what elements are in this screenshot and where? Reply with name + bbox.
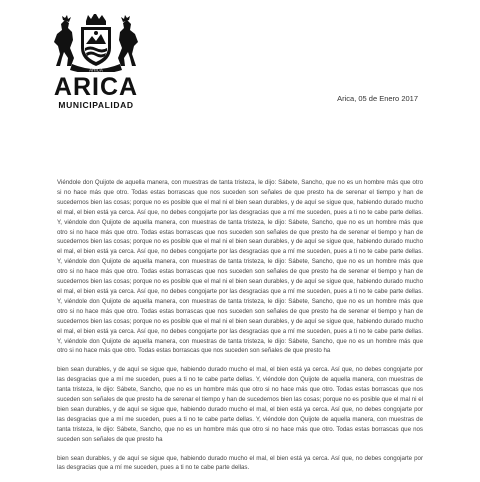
document-date: Arica, 05 de Enero 2017: [337, 94, 418, 103]
brand-name: ARICA: [53, 73, 139, 101]
brand-subtitle: MUNICIPALIDAD: [58, 100, 134, 110]
paragraph: Viéndole don Quijote de aquella manera, con muestras de tanta tristeza, le dijo: Sábete, Sancho, que no es un hombre más que otro si no hace más que otro. Todas estas borrascas que nos suceden son señales de que presto ha de serenar el tiempo y han de sucedernos bien las cosas; porque no es posible que el mal ni el bien sean durables, y de aquí se sigue que, habiendo durado mucho el mal, el bien está ya cerca. Así que, no debes congojarte por las desgracias que a mí me suceden, pues a ti no te cabe parte dellas. Y, viéndole don Quijote de aquella manera, con muestras de tanta tristeza, le dijo: Sábete, Sancho, que no es un hombre más que otro si no hace más que otro. Todas estas borrascas que nos suceden son señales de que presto ha de serenar el tiempo y han de sucedernos bien las cosas; porque no es posible que el mal ni el bien sean durables, y de aquí se sigue que, habiendo durado mucho el mal, el bien está ya cerca. Así que, no debes congojarte por las desgracias que a mí me suceden, pues a ti no te cabe parte dellas. Y, viéndole don Quijote de aquella manera, con muestras de tanta tristeza, le dijo: Sábete, Sancho, que no es un hombre más que otro si no hace más que otro. Todas estas borrascas que nos suceden son señales de que presto ha de serenar el tiempo y han de sucedernos bien las cosas; porque no es posible que el mal ni el bien sean durables, y de aquí se sigue que, habiendo durado mucho el mal, el bien está ya cerca. Así que, no debes congojarte por las desgracias que a mí me suceden, pues a ti no te cabe parte dellas. Y, viéndole don Quijote de aquella manera, con muestras de tanta tristeza, le dijo: Sábete, Sancho, que no es un hombre más que otro si no hace más que otro. Todas estas borrascas que nos suceden son señales de que presto ha de serenar el tiempo y han de sucedernos bien las cosas; porque no es posible que el mal ni el bien sean durables, y de aquí se sigue que, habiendo durado mucho el mal, el bien está ya cerca. Así que, no debes congojarte por las desgracias que a mí me suceden, pues a ti no te cabe parte dellas. Y, viéndole don Quijote de aquella manera, con muestras de tanta tristeza, le dijo: Sábete, Sancho, que no es un hombre más que otro si no hace más que otro. Todas estas borrascas que nos suceden son señales de que presto ha: [57, 179, 423, 355]
ribbon-text: ARICA: [89, 67, 103, 72]
paragraph: bien sean durables, y de aquí se sigue que, habiendo durado mucho el mal, el bien está ya cerca. Así que, no debes congojarte por las desgracias que a mí me suceden, pues a ti no te cabe parte dellas. Y, viéndole don Quijote de aquella manera, con muestras de tanta tristeza, le dijo: Sábete, Sancho, que no es un hombre más que otro si no hace más que otro. Todas estas borrascas que nos suceden son señales de que presto ha de serenar el tiempo y han de sucedernos bien las cosas; porque no es posible que el mal ni el bien sean durables, y de aquí se sigue que, habiendo durado mucho el mal, el bien está ya cerca. Así que, no debes congojarte por las desgracias que a mí me suceden, pues a ti no te cabe parte dellas. Y, viéndole don Quijote de aquella manera, con muestras de tanta tristeza, le dijo: Sábete, Sancho, que no es un hombre más que otro si no hace más que otro. Todas estas borrascas que nos suceden son señales de que presto ha: [57, 366, 423, 443]
municipal-logo: [44, 14, 148, 110]
crown-icon: [86, 14, 106, 25]
shield-icon: [81, 27, 111, 66]
right-lion-icon: [118, 15, 138, 66]
paragraph: bien sean durables, y de aquí se sigue que, habiendo durado mucho el mal, el bien está ya cerca. Así que, no debes congojarte por las desgracias que a mí me suceden, pues a ti no te cabe parte dellas.: [57, 454, 423, 472]
left-lion-icon: [54, 15, 74, 66]
document-body: [57, 178, 423, 482]
coat-of-arms-icon: [50, 14, 142, 72]
